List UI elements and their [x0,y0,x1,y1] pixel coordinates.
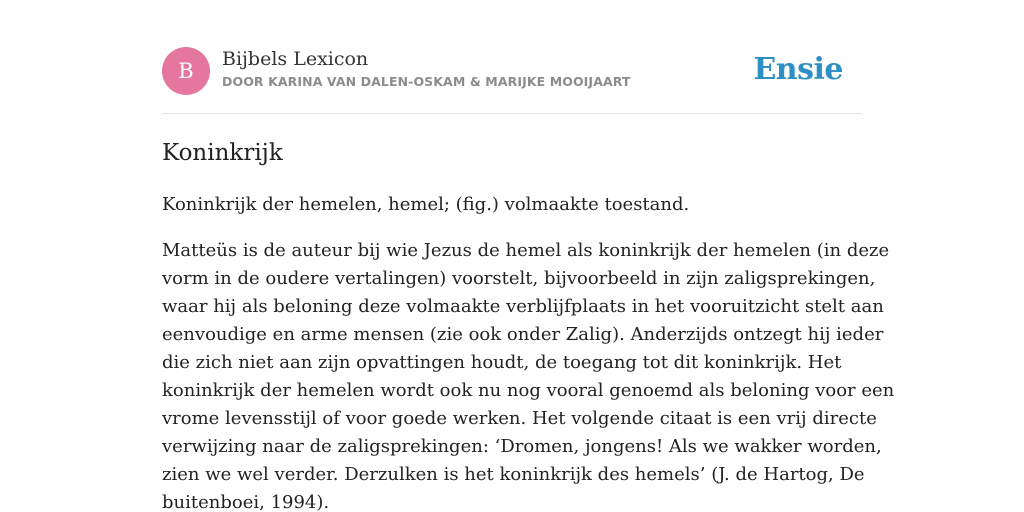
body-line: zien we wel verder. Derzulken is het koninkrijk des hemels’ (J. de Hartog, De [162,464,865,485]
body-line: vorm in de oudere vertalingen) voorstelt, bijvoorbeeld in zijn zaligsprekingen, [162,268,876,289]
book-authors: DOOR KARINA VAN DALEN-OSKAM & MARIJKE MOOIJAART [222,74,631,89]
body-line: koninkrijk der hemelen wordt ook nu nog vooral genoemd als beloning voor een [162,380,895,401]
body-line: buitenboei, 1994). [162,492,330,512]
entry-body [162,237,895,512]
body-line: vrome levensstijl of voor goede werken. Het volgende citaat is een vrij directe [162,408,877,429]
header-divider [162,113,862,114]
ensie-logo-link[interactable]: Ensie [753,52,843,87]
body-line: eenvoudige en arme mensen (zie ook onder Zalig). Anderzijds ontzegt hij ieder [162,324,884,345]
entry-definition: Koninkrijk der hemelen, hemel; (fig.) volmaakte toestand. [162,194,690,215]
book-title-link[interactable]: Bijbels Lexicon [222,48,369,70]
avatar[interactable]: B [162,47,210,95]
header [162,47,862,95]
body-line: Matteüs is de auteur bij wie Jezus de hemel als koninkrijk der hemelen (in deze [162,240,890,261]
entry-title: Koninkrijk [162,140,283,166]
body-line: waar hij als beloning deze volmaakte verblijfplaats in het vooruitzicht stelt aan [162,296,884,317]
body-line: verwijzing naar de zaligsprekingen: ‘Dromen, jongens! Als we wakker worden, [162,436,882,457]
body-line: die zich niet aan zijn opvattingen houdt, de toegang tot dit koninkrijk. Het [162,352,842,373]
